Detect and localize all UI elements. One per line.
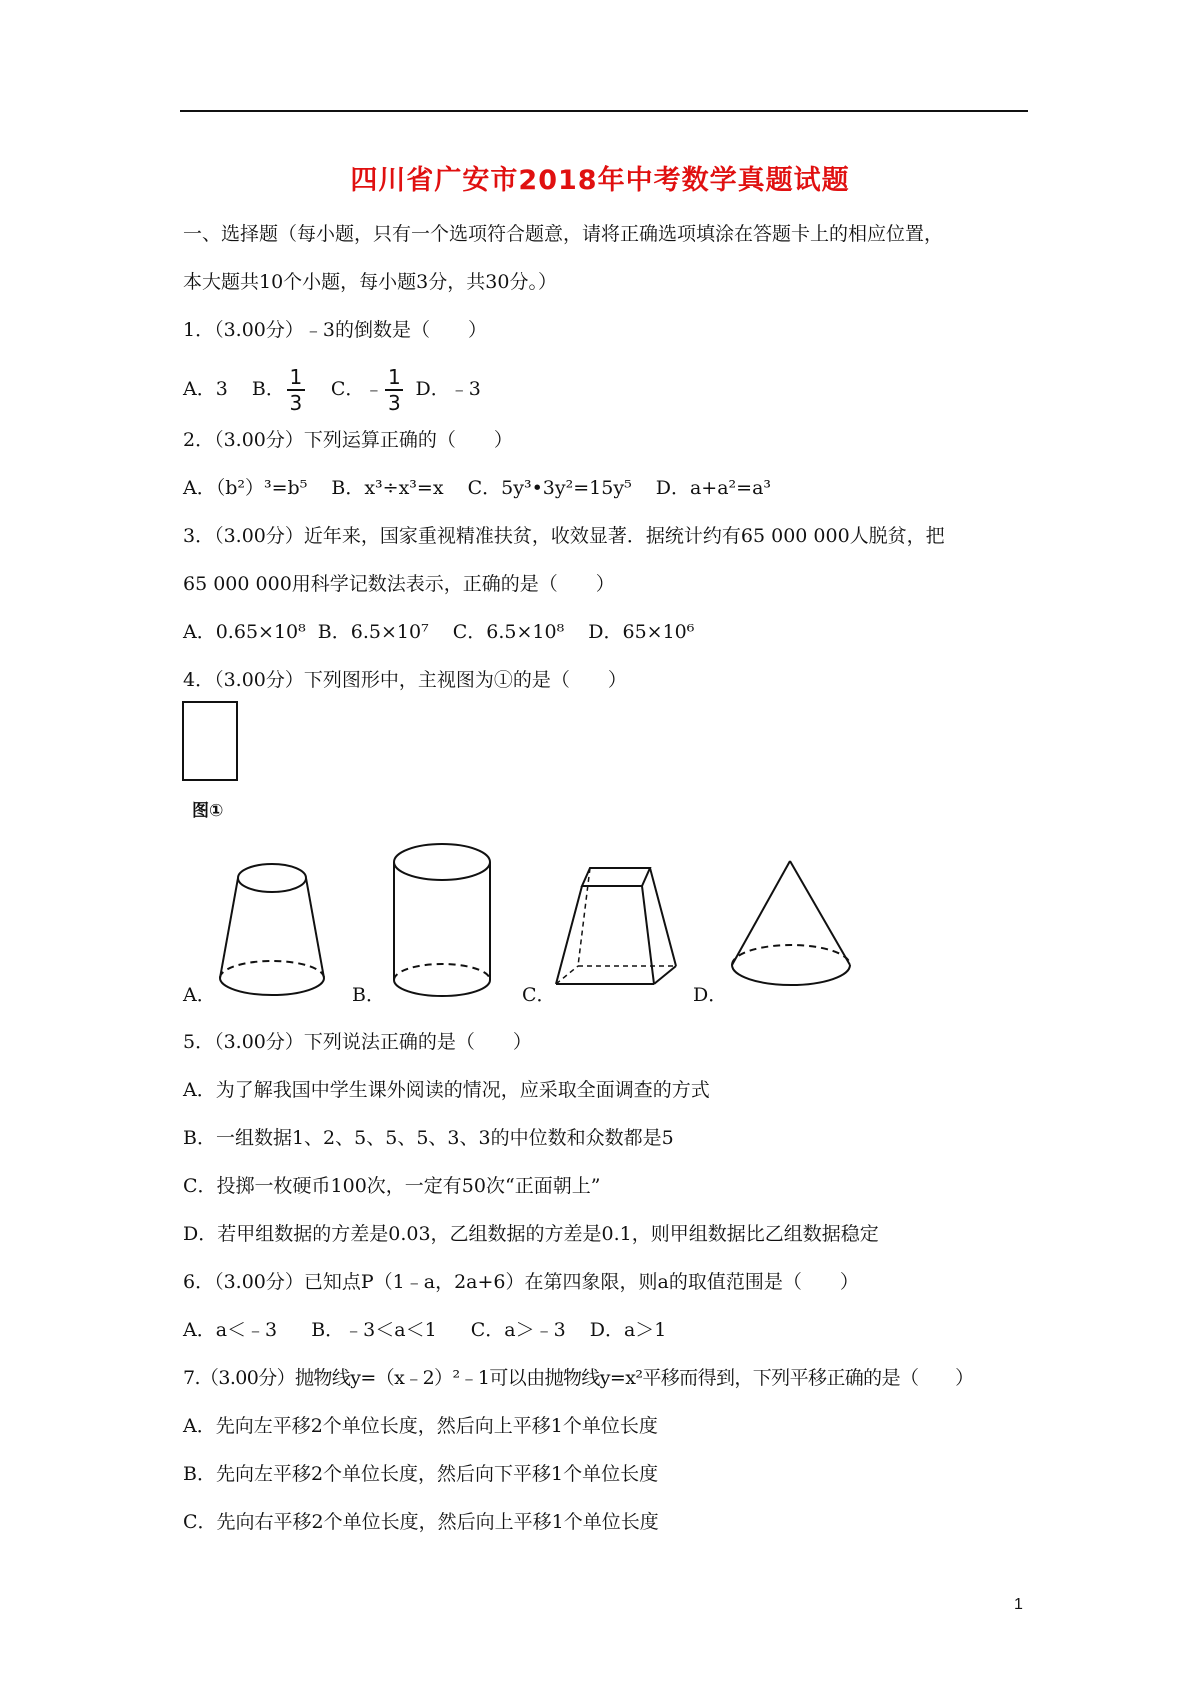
q7-stem: 7.（3.00分）抛物线y=（x﹣2）²﹣1可以由抛物线y=x²平移而得到，下列平移正确的是（ ） [183,1367,974,1389]
front-view-label: 图① [192,801,224,821]
q3-stem-line1: 3．（3.00分）近年来，国家重视精准扶贫，收效显著．据统计约有65 000 000人脱贫，把 [183,525,945,547]
q2-stem: 2．（3.00分）下列运算正确的（ ） [183,429,513,451]
q6-option-d: D．a＞1 [589,1319,667,1341]
square-frustum-shape-c [550,860,682,990]
q7-option-a: A．先向左平移2个单位长度，然后向上平移1个单位长度 [183,1415,658,1437]
q1-option-c-fraction [385,366,403,414]
q3-stem-line2: 65 000 000用科学记数法表示，正确的是（ ） [183,573,615,595]
section-heading-line1: 一、选择题（每小题，只有一个选项符合题意，请将正确选项填涂在答题卡上的相应位置， [183,223,944,245]
q1-option-b-denominator: 3 [289,391,303,415]
q6-options [183,1318,684,1342]
q1-stem: 1．（3.00分）﹣3的倒数是（ ） [183,319,487,341]
q5-option-d: D．若甲组数据的方差是0.03，乙组数据的方差是0.1，则甲组数据比乙组数据稳定 [183,1223,879,1245]
q4-option-c-label: C． [522,984,556,1006]
q7-option-c: C．先向右平移2个单位长度，然后向上平移1个单位长度 [183,1511,659,1533]
q2-option-b: B．x³÷x³=x [331,477,444,499]
q2-option-d: D．a+a²=a³ [655,477,772,499]
q4-option-d-label: D． [693,984,728,1006]
q1-options [183,366,499,414]
header-rule [180,110,1028,112]
q1-option-c-prefix: C．﹣ [330,378,384,400]
q5-option-b: B．一组数据1、2、5、5、5、3、3的中位数和众数都是5 [183,1127,674,1149]
q4-option-b-label: B． [352,984,385,1006]
q6-option-b: B．﹣3＜a＜1 [311,1319,437,1341]
q1-option-c-denominator: 3 [388,391,401,415]
q1-option-b-prefix: B． [251,378,285,400]
q2-option-c: C．5y³•3y²=15y⁵ [467,477,632,499]
q2-options [183,476,789,500]
frustum-shape-a [212,860,332,1000]
q4-stem: 4．（3.00分）下列图形中，主视图为①的是（ ） [183,669,627,691]
q3-option-d: D．65×10⁶ [588,621,695,643]
q1-option-b [252,366,307,414]
cone-shape-d [726,855,856,995]
q3-option-a: A．0.65×10⁸ [183,621,306,643]
q6-stem: 6．（3.00分）已知点P（1﹣a，2a+6）在第四象限，则a的取值范围是（ ） [183,1271,859,1293]
q7-option-b: B．先向左平移2个单位长度，然后向下平移1个单位长度 [183,1463,659,1485]
cylinder-shape-b [387,840,497,1000]
section-heading-line2: 本大题共10个小题，每小题3分，共30分。） [183,271,557,293]
q3-option-c: C．6.5×10⁸ [452,621,565,643]
q1-option-a: A．3 [183,378,228,400]
q3-option-b: B．6.5×10⁷ [317,621,429,643]
q1-option-d: D．﹣3 [415,378,481,400]
page-number: 1 [1014,1596,1023,1613]
q6-option-a: A．a＜﹣3 [183,1319,278,1341]
q5-stem: 5．（3.00分）下列说法正确的是（ ） [183,1031,532,1053]
q3-options [183,620,712,644]
q2-option-a: A．（b²）³=b⁵ [183,477,308,499]
q1-option-c [331,366,406,414]
page-title: 四川省广安市2018年中考数学真题试题 [350,165,850,196]
q1-option-b-numerator: 1 [289,365,303,389]
q5-option-c: C．投掷一枚硬币100次，一定有50次“正面朝上” [183,1175,601,1197]
front-view-figure [182,701,238,781]
q6-option-c: C．a＞﹣3 [470,1319,566,1341]
q1-option-c-numerator: 1 [388,365,401,389]
q1-option-b-fraction [287,366,305,414]
q4-option-a-label: A． [183,984,216,1006]
q5-option-a: A．为了解我国中学生课外阅读的情况，应采取全面调查的方式 [183,1079,710,1101]
